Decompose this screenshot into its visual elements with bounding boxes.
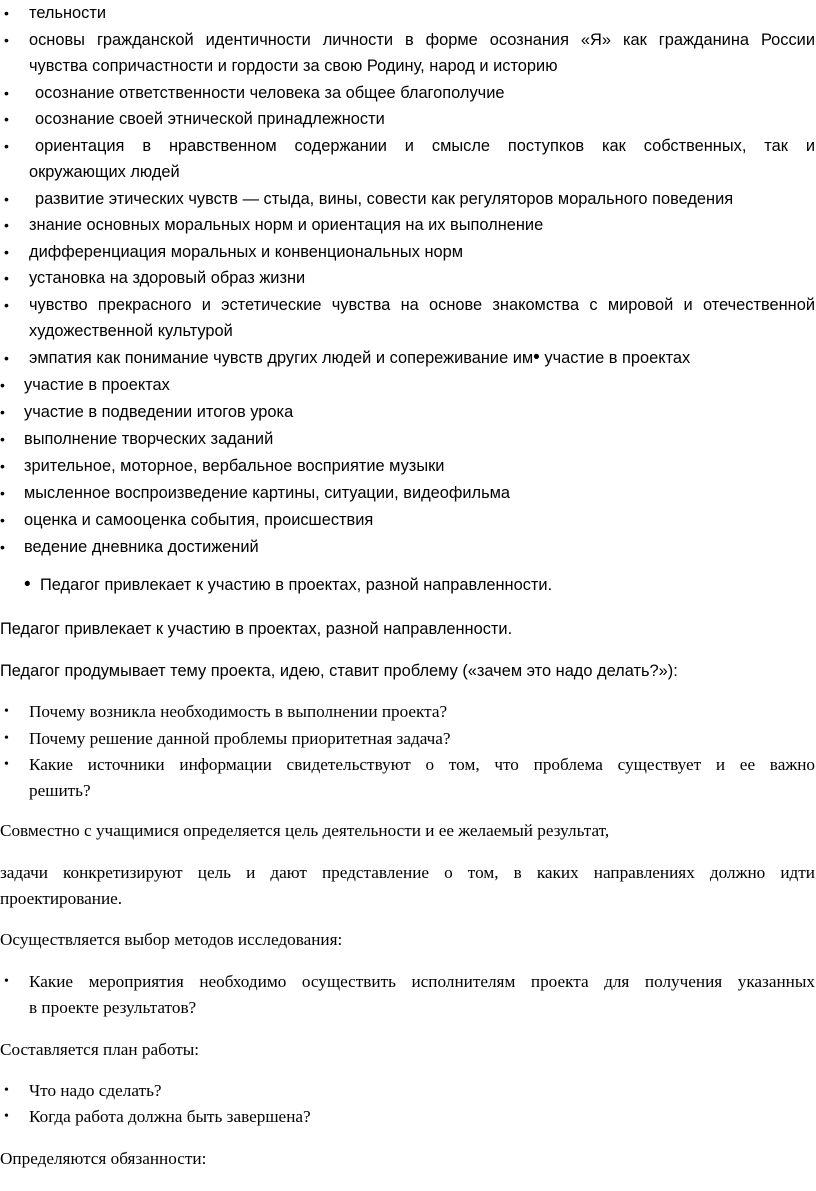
paragraph-text: проектирование.: [0, 889, 123, 908]
paragraph-text: Педагог привлекает к участию в проектах, разной направленности.: [0, 620, 513, 638]
list-item-text: знание основных моральных норм и ориентация на их выполнение: [29, 216, 544, 234]
list-item-main: эмпатия как понимание чувств других людей и сопереживание им: [29, 349, 534, 367]
paragraph-text: задачи конкретизируют цель и дают представление о том, в каких направлениях должно идти: [0, 863, 815, 882]
bullet-icon: •: [0, 512, 5, 528]
list-item-text: тельности: [29, 4, 107, 22]
bullet-icon: •: [4, 757, 9, 772]
bullet-icon: •: [4, 731, 9, 746]
list-item-text: участие в подведении итогов урока: [24, 403, 294, 421]
bullet-icon: •: [24, 574, 31, 595]
bullet-icon: •: [0, 377, 5, 393]
bullet-icon: •: [0, 539, 5, 555]
bullet-icon: •: [4, 297, 9, 313]
paragraph-text: Составляется план работы:: [0, 1040, 200, 1059]
list-item-text: дифференциация моральных и конвенциональных норм: [29, 243, 464, 261]
list-item-text: участие в проектах: [24, 376, 170, 394]
bullet-icon: •: [4, 111, 9, 127]
list-item-tail: участие в проектах: [539, 349, 691, 367]
list-item-text: Какие источники информации свидетельствуют о том, что проблема существует и ее важно: [29, 755, 815, 774]
bullet-icon: •: [4, 85, 9, 101]
list-item-text: Почему возникла необходимость в выполнении проекта?: [29, 702, 448, 721]
bullet-icon: •: [533, 347, 540, 368]
list-item-text: в проекте результатов?: [29, 998, 197, 1017]
bullet-icon: •: [4, 5, 9, 21]
bullet-icon: •: [4, 32, 9, 48]
bullet-icon: •: [4, 1109, 9, 1124]
list-item-text: Почему решение данной проблемы приоритетная задача?: [29, 729, 451, 748]
paragraph-text: Педагог продумывает тему проекта, идею, ставит проблему («зачем это надо делать?»):: [0, 662, 678, 680]
bullet-icon: •: [4, 217, 9, 233]
bullet-icon: •: [0, 485, 5, 501]
bullet-icon: •: [4, 138, 9, 154]
paragraph-text: Совместно с учащимися определяется цель деятельности и ее желаемый результат,: [0, 821, 610, 840]
bullet-line-text: Педагог привлекает к участию в проектах, разной направленности.: [40, 576, 553, 594]
list-item-text: основы гражданской идентичности личности в форме осознания «Я» как гражданина России: [29, 31, 815, 49]
list-item-text: выполнение творческих заданий: [24, 430, 274, 448]
bullet-icon: •: [4, 350, 9, 366]
list-item-text: [29, 345, 690, 371]
list-item-text: осознание своей этнической принадлежности: [35, 110, 385, 128]
list-item-text: ведение дневника достижений: [24, 538, 259, 556]
list-item-text: осознание ответственности человека за общее благополучие: [35, 84, 505, 102]
list-item-text: чувство прекрасного и эстетические чувства на основе знакомства с мировой и отечественной: [29, 296, 815, 314]
bullet-icon: •: [4, 191, 9, 207]
list-item-text: оценка и самооценка события, происшествия: [24, 511, 374, 529]
list-item-text: зрительное, моторное, вербальное восприятие музыки: [24, 457, 445, 475]
list-item-text: мысленное воспроизведение картины, ситуации, видеофильма: [24, 484, 511, 502]
bullet-icon: •: [0, 404, 5, 420]
paragraph-text: Осуществляется выбор методов исследования:: [0, 930, 343, 949]
list-item-text: окружающих людей: [29, 163, 180, 181]
list-item-text: решить?: [29, 781, 91, 800]
list-item-text: установка на здоровый образ жизни: [29, 269, 306, 287]
list-item-text: чувства сопричастности и гордости за свою Родину, народ и историю: [29, 57, 558, 75]
list-item-text: Какие мероприятия необходимо осуществить исполнителям проекта для получения указанных: [29, 972, 815, 991]
bullet-icon: •: [4, 704, 9, 719]
paragraph-text: Определяются обязанности:: [0, 1149, 207, 1168]
list-item-text: ориентация в нравственном содержании и смысле поступков как собственных, так и: [35, 137, 815, 155]
list-item-text: Что надо сделать?: [29, 1081, 162, 1100]
bullet-icon: •: [4, 974, 9, 989]
list-item-text: художественной культурой: [29, 322, 233, 340]
bullet-icon: •: [4, 1083, 9, 1098]
list-item-text: Когда работа должна быть завершена?: [29, 1107, 311, 1126]
bullet-icon: •: [0, 431, 5, 447]
bullet-icon: •: [4, 244, 9, 260]
bullet-icon: •: [0, 458, 5, 474]
list-item-text: развитие этических чувств — стыда, вины, совести как регуляторов морального поведения: [35, 190, 734, 208]
bullet-icon: •: [4, 270, 9, 286]
